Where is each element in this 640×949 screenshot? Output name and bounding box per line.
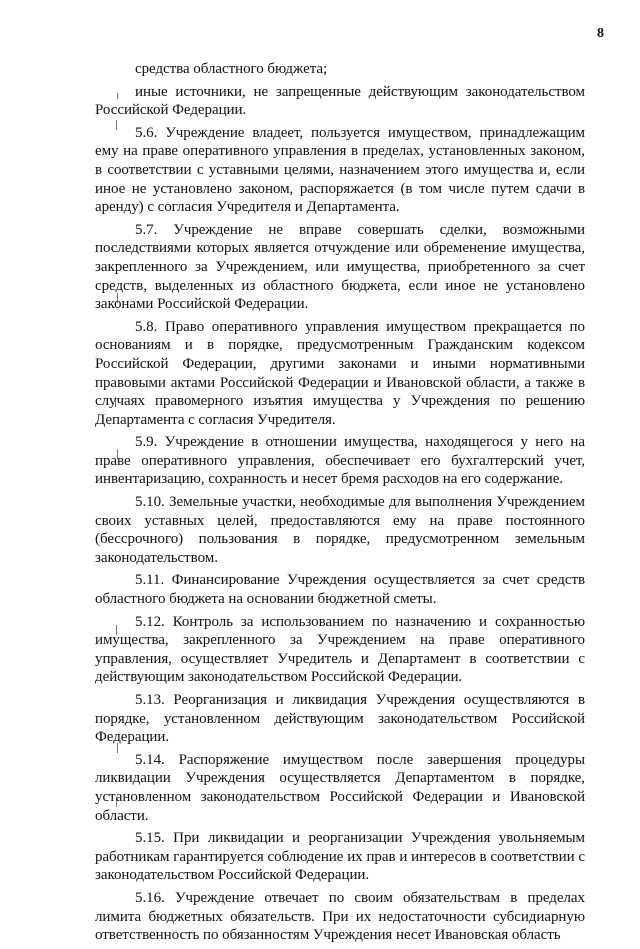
paragraph: 5.11. Финансирование Учреждения осуществляется за счет средств областного бюджета на основании бюджетной сметы. <box>95 572 585 608</box>
paragraph: 5.14. Распоряжение имуществом после завершения процедуры ликвидации Учреждения осуществляется Департаментом в порядке, установленном законодательством Российской Федерации и Ивановской области. <box>95 751 585 824</box>
paragraph: 5.9. Учреждение в отношении имущества, находящегося у него на праве оперативного управления, обеспечивает его бухгалтерский учет, инвентаризацию, сохранность и несет бремя расходов на его содержание. <box>95 434 585 488</box>
paragraph: 5.12. Контроль за использованием по назначению и сохранностью имущества, закрепленного за Учреждением на праве оперативного управления, осуществляет Учредитель и Департамент в соответствии с действующим законодательством Российской Федерации. <box>95 613 585 686</box>
paragraph: 5.15. При ликвидации и реорганизации Учреждения увольняемым работникам гарантируется соблюдение их прав и интересов в соответствии с законодательством Российской Федерации. <box>95 830 585 884</box>
paragraph: иные источники, не запрещенные действующим законодательством Российской Федерации. <box>95 83 585 119</box>
document-body <box>95 60 585 949</box>
paragraph: 5.13. Реорганизация и ликвидация Учреждения осуществляются в порядке, установленном действующим законодательством Российской Федерации. <box>95 692 585 746</box>
paragraph: 5.8. Право оперативного управления имуществом прекращается по основаниям и в порядке, предусмотренным Гражданским кодексом Российской Федерации, другими законами и иными нормативными правовыми актами Российской Федерации и Ивановской области, а также в случаях правомерного изъятия имущества у Учреждения по решению Департамента с согласия Учредителя. <box>95 318 585 428</box>
paragraph: 5.16. Учреждение отвечает по своим обязательствам в пределах лимита бюджетных обязательств. При их недостаточности субсидиарную ответственность по обязанностям Учреждения несет Ивановская область <box>95 889 585 944</box>
paragraph: 5.7. Учреждение не вправе совершать сделки, возможными последствиями которых является отчуждение или обременение имущества, закрепленного за Учреждением, или имущества, приобретенного за счет средств, выделенных из областного бюджета, если иное не установлено законами Российской Федерации. <box>95 221 585 313</box>
paragraph: 5.6. Учреждение владеет, пользуется имуществом, принадлежащим ему на праве оперативного управления в пределах, установленных законом, в соответствии с уставными целями, назначением этого имущества и, если иное не установлено законом, распоряжается (в том числе путем сдачи в аренду) с согласия Учредителя и Департамента. <box>95 124 585 216</box>
page-number: 8 <box>597 26 604 41</box>
paragraph: 5.10. Земельные участки, необходимые для выполнения Учреждением своих уставных целей, предоставляются ему на праве постоянного (бессрочного) пользования в порядке, предусмотренном земельным законодательством. <box>95 494 585 566</box>
paragraph: средства областного бюджета; <box>135 61 328 77</box>
